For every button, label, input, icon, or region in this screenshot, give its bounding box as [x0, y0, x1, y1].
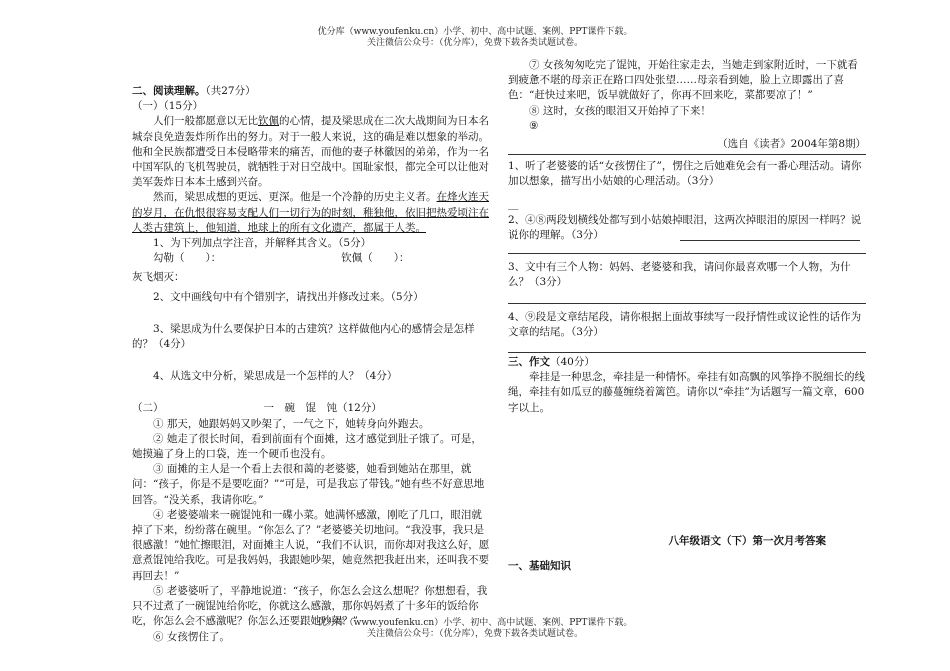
essay-prompt: 牵挂是一种思念，牵挂是一种情怀。牵挂有如高飘的风筝挣不脱细长的线绳，牵挂有如瓜豆的藤蔓缠绕着篱笆。请你以“牵挂”为话题写一篇文章，600字以上。	[508, 371, 865, 414]
question-2-3: 3、文中有三个人物：妈妈、老婆婆和我，请问你最喜欢哪一个人物，为什么？（3分）	[508, 261, 851, 289]
story-paragraph-3: ③ 面摊的主人是一个看上去很和蔼的老婆婆，她看到她站在那里，就问：“孩子，你是不是要吃面？”“可是，可是我忘了带钱。”她有些不好意思地回答。“没关系，我请你吃。”	[132, 463, 485, 506]
story-paragraph-2: ② 她走了很长时间，看到前面有个面摊，这才感觉到肚子饿了。可是，她摸遍了身上的口袋，连一个硬币也没有。	[132, 432, 482, 461]
footer-line-1: 优分库（www.youfenku.cn）小学、初中、高中试题、案例、PPT课件下载。	[317, 618, 633, 628]
story-paragraph-5: ⑤ 老婆婆听了，平静地说道：“孩子，你怎么会这么想呢？你想想看，我只不过煮了一碗馄饨给你吃，你就这么感激，那你妈妈煮了十多年的饭给你吃，你怎么会不感激呢？你怎么还要跟她吵架？”	[132, 584, 488, 628]
left-column	[132, 84, 490, 645]
story-paragraph-9: ⑨	[529, 119, 539, 132]
question-2-1: 1、听了老婆婆的话“女孩愣住了”，愣住之后她难免会有一番心理活动。请你加以想象，描写出小姑娘的心理活动。（3分）	[508, 160, 862, 188]
passage-1-paragraph-2: 然而，梁思成想的更远、更深。他是一个冷静的历史主义者。在烽火连天的岁月，在仇恨很容易支配人们一切行为的时刻，稚独他，依旧把热爱顷注在人类古建筑上，他知道，地球上的所有文化遗产，都属于人类。	[132, 191, 489, 234]
question-1-3: 3、梁思成为什么要保护日本的古建筑？这样做他内心的感情会是怎样的？（4分）	[132, 322, 475, 351]
question-1-1-words: 勾勒（ ）： 钦佩（ ）：	[153, 252, 410, 265]
story-paragraph-1: ① 那天，她跟妈妈又吵架了，一气之下，她转身向外跑去。	[153, 417, 430, 430]
answer-key-section-1: 一、基础知识	[508, 560, 571, 573]
story-paragraph-7: ⑦ 女孩匆匆吃完了馄饨，开始往家走去，当她走到家附近时，一下就看到疲惫不堪的母亲正在路口四处张望……母亲看到她，脸上立即露出了喜色：“赶快过来吧，饭早就做好了，你再不回来吃，菜都要凉了！”	[508, 59, 858, 102]
right-column	[508, 58, 866, 574]
story-paragraph-6: ⑥ 女孩愣住了。	[153, 630, 230, 643]
question-1-1-word-3: 灰飞烟灭：	[132, 271, 185, 284]
answer-key-title: 八年级语文（下）第一次月考答案	[668, 534, 826, 547]
answer-line-2-4	[508, 340, 866, 353]
page-header	[0, 27, 950, 49]
footer-line-2: 关注微信公众号：（优分库），免费下载各类试题试卷。	[366, 629, 583, 639]
question-1-1: 1、为下列加点字注音，并解释其含义。（5分）	[153, 237, 372, 250]
story-paragraph-4: ④ 老婆婆端来一碗馄饨和一碟小菜。她满怀感激，刚吃了几口，眼泪就掉了下来，纷纷落在碗里。“你怎么了？”老婆婆关切地问。“我没事，我只是很感激！”她忙擦眼泪，对面摊主人说，“我们不认识，而你却对我这么好，愿意煮馄饨给我吃。可是我妈妈，我跟她吵架，她竟然把我赶出来，还叫我不要再回去！”	[132, 508, 490, 582]
question-1-2: 2、文中画线句中有个错别字，请找出并修改过来。（5分）	[153, 290, 424, 303]
page-footer	[0, 618, 950, 640]
part-2-heading: （二） 一 碗 馄 饨（12分）	[132, 402, 382, 415]
passage-1-paragraph-1: 人们一般都愿意以无比钦佩的心情，提及梁思成在二次大战期间为日本名城奈良免造轰炸所作出的努力。对于一般人来说，这的确是难以想象的举动。他和全民族都遭受日本侵略带来的痛苦，而他的妻子林徽因的弟弟，作为一名中国军队的飞机驾驶员，就牺牲于对日空战中。国耻家恨，都完全可以让他对美军轰炸日本本土感到兴奋。	[132, 115, 489, 189]
story-source: （选自《读者》2004年第8期）	[717, 138, 866, 151]
question-2-2: 2、④⑧两段划横线处都写到小姑娘掉眼泪，这两次掉眼泪的原因一样吗？说说你的理解。（3分）	[508, 213, 862, 242]
story-paragraph-8: ⑧ 这时，女孩的眼泪又开始掉了下来！	[529, 104, 711, 117]
answer-line-2-3	[508, 291, 866, 304]
header-line-1: 优分库（www.youfenku.cn）小学、初中、高中试题、案例、PPT课件下载。	[317, 27, 633, 37]
section-2-heading: 二、阅读理解。（共27分）	[132, 85, 256, 97]
question-2-4: 4、⑨段是文章结尾段，请你根据上面故事续写一段抒情性或议论性的话作为文章的结尾。（3分）	[508, 310, 862, 338]
question-1-4: 4、从选文中分析，梁思成是一个怎样的人？（4分）	[153, 370, 398, 383]
divider	[508, 154, 866, 155]
header-line-2: 关注微信公众号：（优分库），免费下载各类试题试卷。	[366, 38, 583, 48]
section-3-heading: 三、作文（40分）	[508, 356, 595, 369]
question-2-1-tail: ＿	[508, 198, 519, 211]
part-1-label: （一）（15分）	[132, 100, 204, 113]
